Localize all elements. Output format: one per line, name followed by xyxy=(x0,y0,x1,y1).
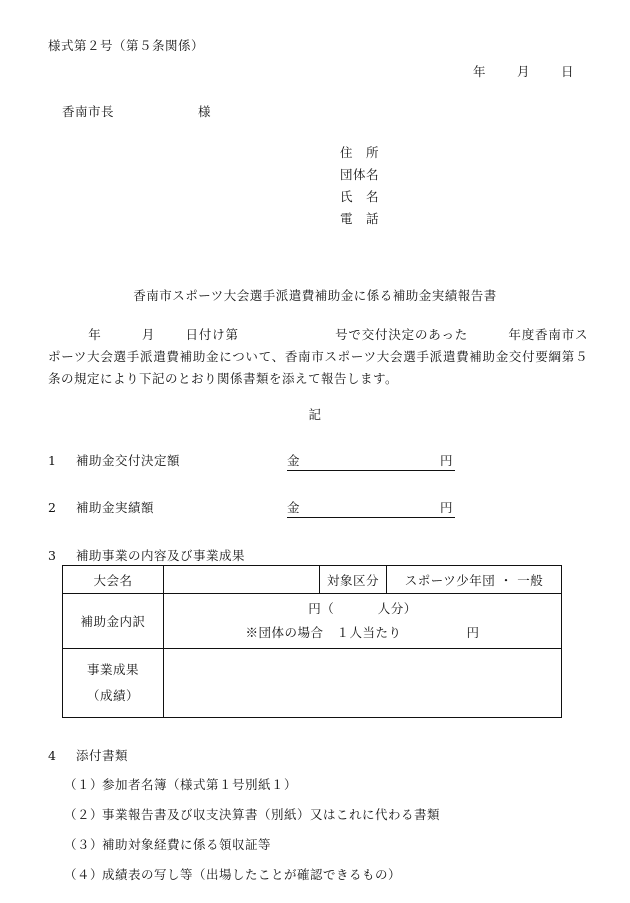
results-label-line-1: 事業成果 xyxy=(86,662,139,677)
list-item xyxy=(64,830,440,860)
sender-phone-label: 電 話 xyxy=(340,211,380,226)
amount-unit: 円 xyxy=(439,500,453,515)
amount-prefix: 金 xyxy=(287,453,301,468)
section3-heading xyxy=(48,546,245,564)
list-item xyxy=(64,860,440,890)
breakdown-line-1: 円（ 人分） xyxy=(308,601,417,616)
addressee xyxy=(62,102,211,120)
body-month: 月 xyxy=(141,327,156,342)
ki-heading: 記 xyxy=(308,407,322,422)
results-label-line-2: （成績） xyxy=(86,688,139,703)
results-label xyxy=(63,649,164,718)
item-number: 3 xyxy=(48,548,57,563)
date-month: 月 xyxy=(517,64,531,79)
table-row xyxy=(63,649,562,718)
body-year: 年 xyxy=(88,327,102,342)
attachments-heading xyxy=(48,746,128,764)
category-label: 対象区分 xyxy=(320,566,387,594)
attachments-list xyxy=(64,770,440,890)
table-row xyxy=(63,566,562,594)
breakdown-cell xyxy=(164,594,562,649)
document-title: 香南市スポーツ大会選手派遣費補助金に係る補助金実績報告書 xyxy=(133,288,497,303)
body-number-ref: 号で交付決定のあった xyxy=(334,327,469,342)
decision-amount-field xyxy=(287,451,455,471)
results-cell xyxy=(164,649,562,718)
form-number: 様式第２号（第５条関係） xyxy=(48,38,205,53)
sender-organization-label: 団体名 xyxy=(340,167,380,182)
list-item xyxy=(64,770,440,800)
body-paragraph xyxy=(48,324,588,390)
list-item xyxy=(64,800,440,830)
results-table xyxy=(62,565,562,718)
category-options: スポーツ少年団 ・ 一般 xyxy=(387,566,562,594)
item-number: 4 xyxy=(48,748,57,763)
amount-unit: 円 xyxy=(439,453,453,468)
date-line xyxy=(473,62,574,80)
table-row xyxy=(63,594,562,649)
breakdown-line-2: ※団体の場合 １人当たり 円 xyxy=(245,625,480,640)
list-marker: （２） xyxy=(64,807,104,822)
breakdown-label: 補助金内訳 xyxy=(63,594,164,649)
list-text: 補助対象経費に係る領収証等 xyxy=(102,837,272,852)
sender-name-label: 氏 名 xyxy=(340,189,380,204)
item-label: 補助事業の内容及び事業成果 xyxy=(76,548,246,563)
item-label: 補助金交付決定額 xyxy=(76,453,181,468)
body-main: 年度香南市スポーツ大会選手派遣費補助金について、香南市スポーツ大会選手派遣費補助金交付要綱第５条の規定により下記のとおり関係書類を添えて報告します。 xyxy=(48,327,588,386)
item-actual-amount xyxy=(48,498,154,516)
item-number: 1 xyxy=(48,453,57,468)
amount-prefix: 金 xyxy=(287,500,301,515)
list-marker: （１） xyxy=(64,777,104,792)
date-day: 日 xyxy=(561,64,575,79)
item-label: 補助金実績額 xyxy=(76,500,155,515)
list-text: 成績表の写し等（出場したことが確認できるもの） xyxy=(102,867,402,882)
addressee-name: 香南市長 xyxy=(62,104,115,119)
item-decision-amount xyxy=(48,451,180,469)
body-day-ref: 日付け第 xyxy=(185,327,239,342)
event-name-label: 大会名 xyxy=(63,566,164,594)
list-text: 事業報告書及び収支決算書（別紙）又はこれに代わる書類 xyxy=(102,807,441,822)
item-number: 2 xyxy=(48,500,57,515)
date-year: 年 xyxy=(473,64,487,79)
sender-block xyxy=(340,142,379,230)
list-marker: （３） xyxy=(64,837,104,852)
list-text: 参加者名簿（様式第１号別紙１） xyxy=(102,777,298,792)
list-marker: （４） xyxy=(64,867,104,882)
addressee-honorific: 様 xyxy=(198,104,212,119)
actual-amount-field xyxy=(287,498,455,518)
sender-address-label: 住 所 xyxy=(340,145,380,160)
item-label: 添付書類 xyxy=(76,748,129,763)
event-name-cell xyxy=(164,566,320,594)
